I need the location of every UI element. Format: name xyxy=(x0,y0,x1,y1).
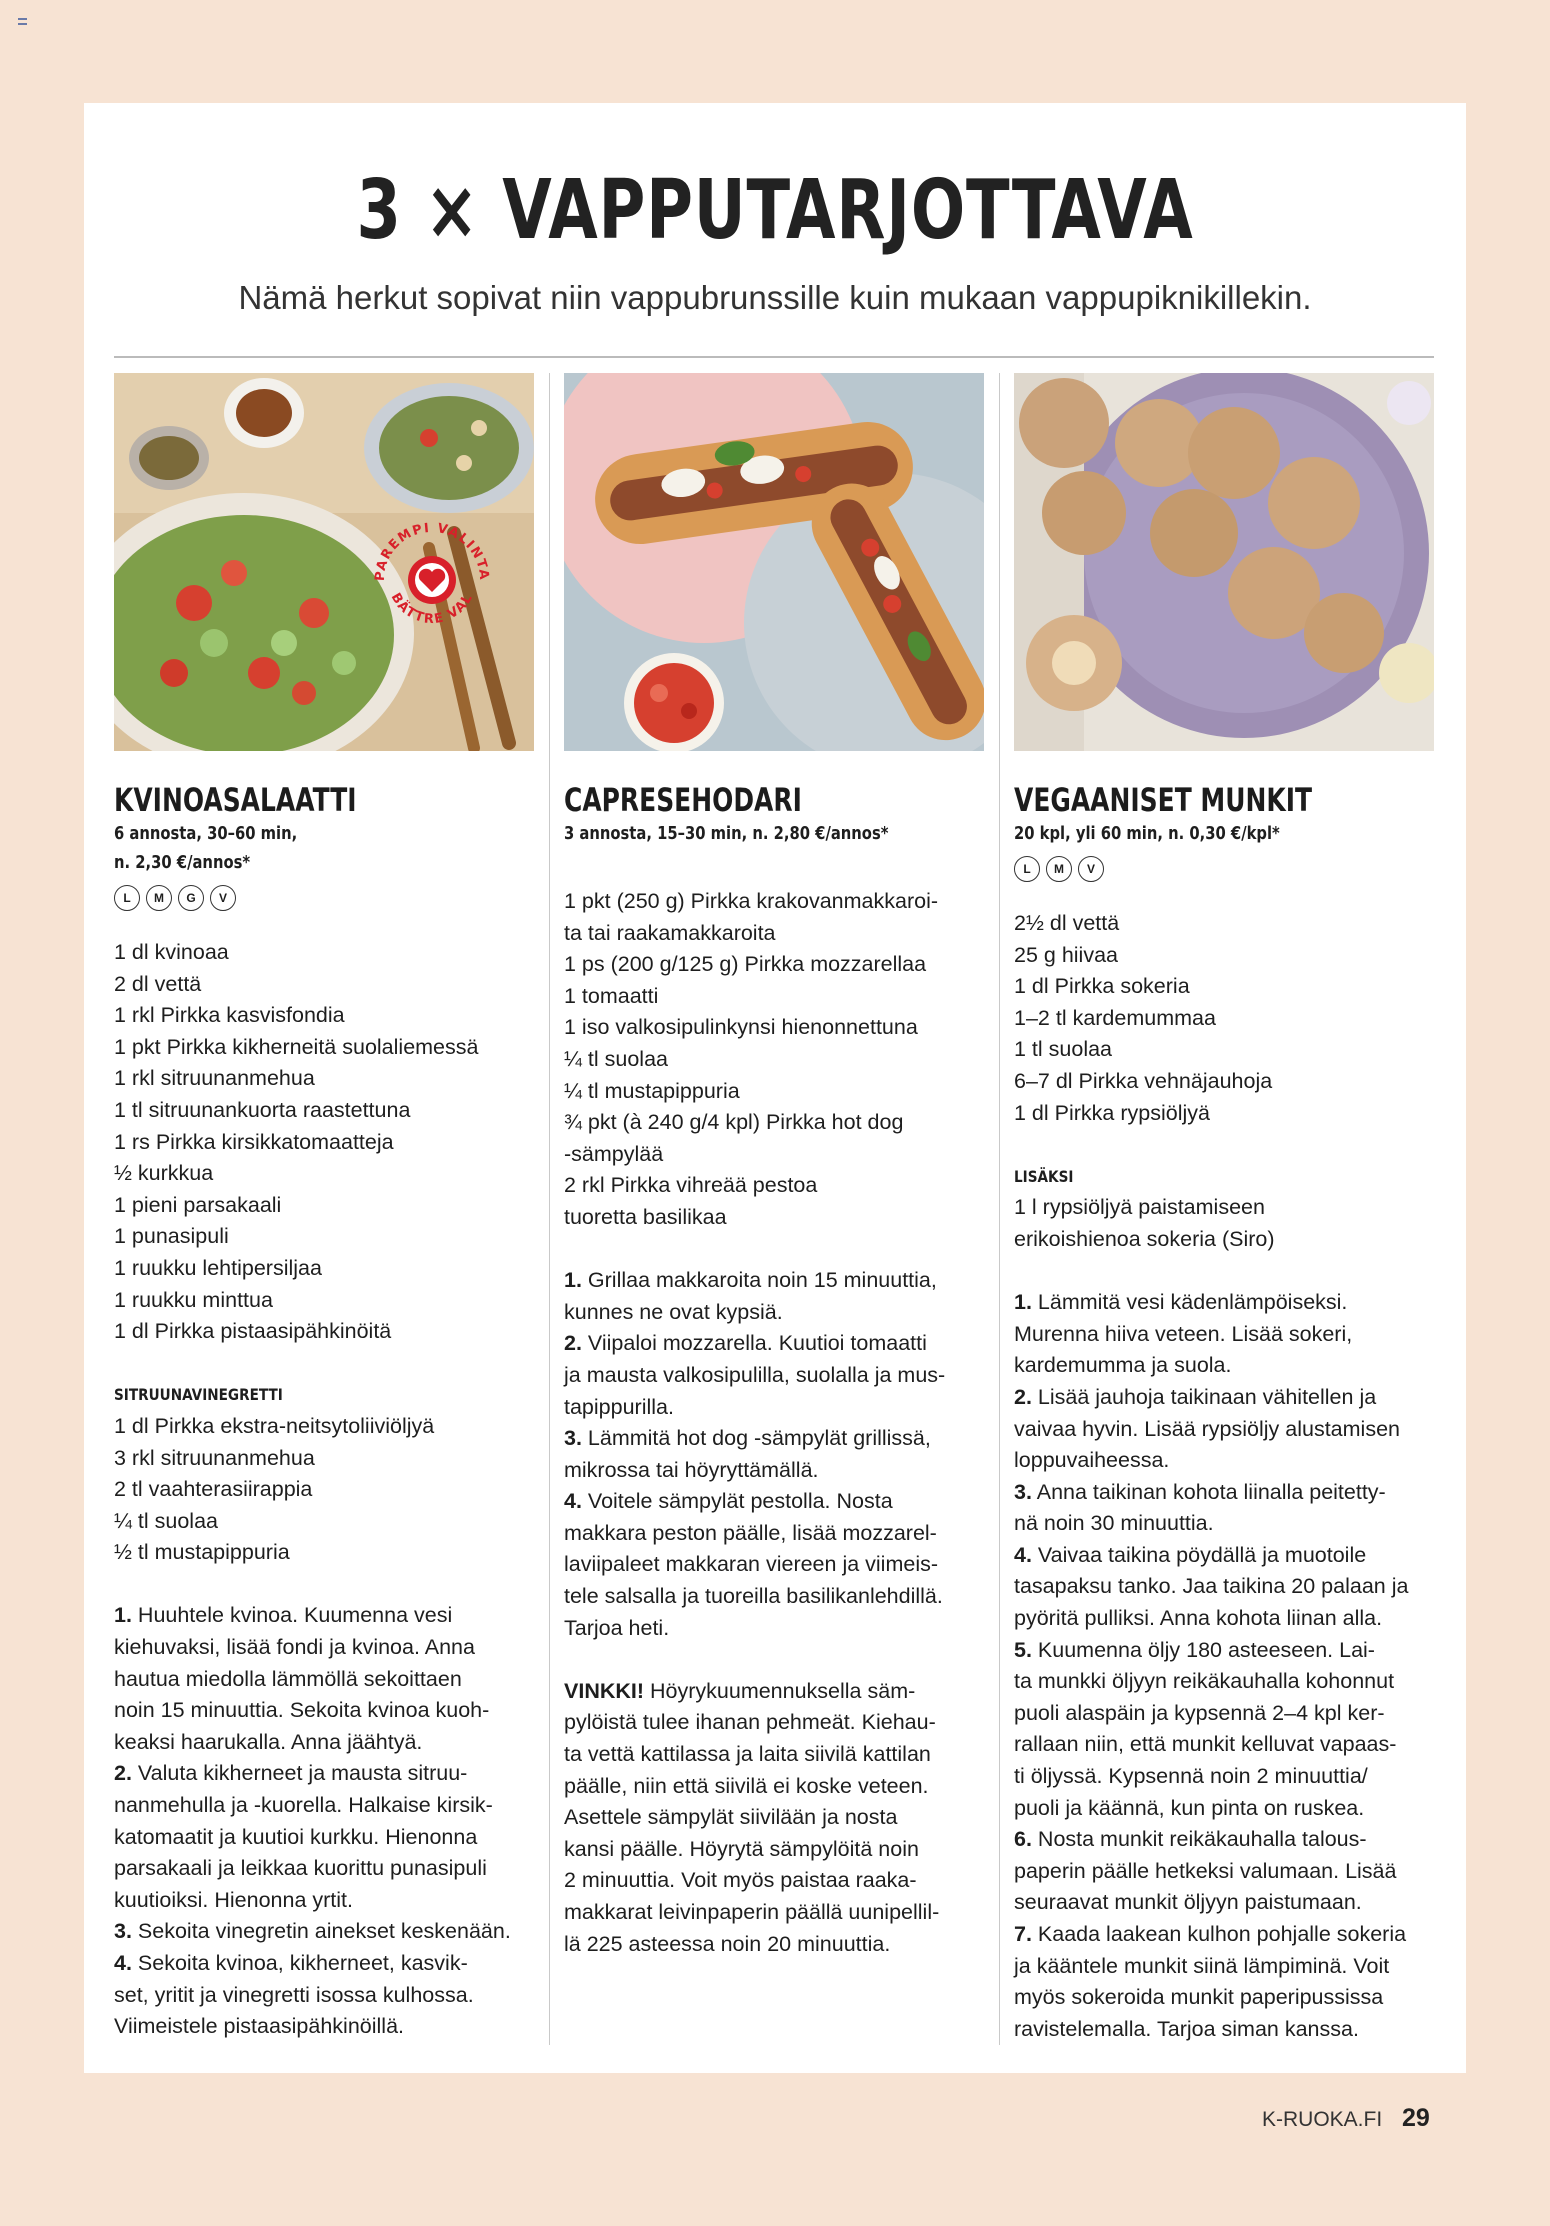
section-heading: LISÄKSI xyxy=(1014,1166,1074,1186)
text-line: ¾ pkt (à 240 g/4 kpl) Pirkka hot dog xyxy=(564,1110,904,1135)
text-line: 1 dl kvinoaa xyxy=(114,940,229,964)
diet-label-g: G xyxy=(178,885,204,911)
recipe-meta: 20 kpl, yli 60 min, n. 0,30 €/kpl* xyxy=(1014,823,1280,844)
text-line: 2 tl vaahterasiirappia xyxy=(114,1477,313,1502)
text-line: tele salsalla ja tuoreilla basilikanlehdillä. xyxy=(564,1584,943,1609)
diet-label-l: L xyxy=(1014,856,1040,882)
text-line: 1 rs Pirkka kirsikkatomaatteja xyxy=(114,1129,394,1154)
text-line: 2½ dl vettä xyxy=(1014,911,1120,935)
text-line: kansi päälle. Höyrytä sämpylöitä noin xyxy=(564,1836,919,1861)
footer-site[interactable]: K-RUOKA.FI xyxy=(1262,2108,1383,2131)
text-line: 1–2 tl kardemummaa xyxy=(1014,1005,1216,1030)
text-line: 6–7 dl Pirkka vehnäjauhoja xyxy=(1014,1068,1273,1093)
text-line: pyöritä pulliksi. Anna kohota liinan alla. xyxy=(1014,1606,1383,1631)
text-line: ½ kurkkua xyxy=(114,1161,214,1186)
recipe-meta: n. 2,30 €/annos* xyxy=(114,852,251,873)
section-heading: SITRUUNAVINEGRETTI xyxy=(114,1385,283,1405)
text-line: puoli alaspäin ja kypsennä 2–4 kpl ker- xyxy=(1014,1700,1385,1725)
text-line: 1 pieni parsakaali xyxy=(114,1192,282,1217)
column-divider xyxy=(549,373,550,2045)
text-line: ¼ tl suolaa xyxy=(114,1508,218,1533)
text-line: 1 dl Pirkka sokeria xyxy=(1014,974,1190,999)
better-choice-badge xyxy=(362,508,502,648)
caprese-hotdog-photo xyxy=(564,373,984,751)
text-line: mikrossa tai höyryttämällä. xyxy=(564,1457,819,1482)
text-line: 1 l rypsiöljyä paistamiseen xyxy=(1014,1195,1265,1220)
text-line: 6. Nosta munkit reikäkauhalla talous- xyxy=(1014,1827,1367,1852)
recipe-text xyxy=(564,886,984,1960)
diet-label-m: M xyxy=(146,885,172,911)
text-line: kunnes ne ovat kypsiä. xyxy=(564,1299,783,1324)
text-line: 1 iso valkosipulinkynsi hienonnettuna xyxy=(564,1015,918,1040)
text-line: erikoishienoa sokeria (Siro) xyxy=(1014,1226,1275,1251)
spacer xyxy=(564,1644,984,1676)
title-divider xyxy=(114,356,1434,358)
text-line: 2. Viipaloi mozzarella. Kuutioi tomaatti xyxy=(564,1331,927,1356)
recipe-text xyxy=(114,937,534,2043)
text-line: 1 ruukku minttua xyxy=(114,1287,273,1312)
text-line: 3. Sekoita vinegretin ainekset keskenään. xyxy=(114,1919,511,1944)
text-line: 1 pkt Pirkka kikherneitä suolaliemessä xyxy=(114,1034,479,1059)
text-line: nanmehulla ja -kuorella. Halkaise kirsik- xyxy=(114,1793,493,1818)
text-line: 2. Valuta kikherneet ja mausta sitruu- xyxy=(114,1761,468,1786)
vegan-donuts-photo xyxy=(1014,373,1434,751)
text-line: 3 rkl sitruunanmehua xyxy=(114,1445,315,1470)
recipe-meta: 6 annosta, 30–60 min, xyxy=(114,823,298,844)
text-line: 1 pkt (250 g) Pirkka krakovanmakkaroi- xyxy=(564,889,939,913)
recipe-title: CAPRESEHODARI xyxy=(564,781,802,819)
text-line: ta vettä kattilassa ja laita siivilä kattilan xyxy=(564,1742,931,1767)
text-line: päälle, niin että siivilä ei koske veteen. xyxy=(564,1773,929,1798)
recipe-title: VEGAANISET MUNKIT xyxy=(1014,781,1313,819)
text-line: rallaan niin, että munkit kelluvat vapaas- xyxy=(1014,1732,1397,1757)
text-line: puoli ja käännä, kun pinta on ruskea. xyxy=(1014,1795,1365,1820)
text-line: parsakaali ja leikkaa kuorittu punasipuli xyxy=(114,1856,487,1881)
diet-labels xyxy=(1014,856,1434,882)
badge-top-text: PAREMPI VALINTA xyxy=(372,520,492,582)
spacer xyxy=(1014,1256,1434,1288)
text-line: myös sokeroida munkit paperipussissa xyxy=(1014,1985,1384,2010)
text-line: 1 dl Pirkka ekstra-neitsytoliiviöljyä xyxy=(114,1413,435,1438)
text-line: 2 rkl Pirkka vihreää pestoa xyxy=(564,1173,818,1198)
spacer xyxy=(564,1234,984,1266)
diet-labels xyxy=(114,885,534,911)
spacer xyxy=(114,1348,534,1380)
diet-label-v: V xyxy=(1078,856,1104,882)
text-line: ta tai raakamakkaroita xyxy=(564,920,776,945)
diet-label-l: L xyxy=(114,885,140,911)
text-line: Viimeistele pistaasipähkinöillä. xyxy=(114,2014,405,2039)
text-line: ¼ tl mustapippuria xyxy=(564,1078,740,1103)
text-line: 1 dl Pirkka rypsiöljyä xyxy=(1014,1100,1210,1125)
text-line: set, yritit ja vinegretti isossa kulhossa. xyxy=(114,1982,474,2007)
text-line: 2. Lisää jauhoja taikinaan vähitellen ja xyxy=(1014,1384,1377,1409)
text-line: kuutioiksi. Hienonna yrtit. xyxy=(114,1887,353,1912)
text-line: 1. Grillaa makkaroita noin 15 minuuttia, xyxy=(564,1268,937,1293)
text-line: VINKKI! Höyrykuumennuksella säm- xyxy=(564,1678,916,1703)
text-line: 1 dl Pirkka pistaasipähkinöitä xyxy=(114,1319,392,1344)
text-line: ja kääntele munkit siinä lämpiminä. Voit xyxy=(1014,1953,1390,1978)
text-line: 1 ruukku lehtipersiljaa xyxy=(114,1255,322,1280)
text-line: hautua miedolla lämmöllä sekoittaen xyxy=(114,1666,462,1691)
recipe-page-panel xyxy=(84,103,1466,2073)
page-number: 29 xyxy=(1402,2104,1430,2132)
text-line: 3. Lämmitä hot dog -sämpylät grillissä, xyxy=(564,1426,931,1451)
text-line: ti öljyssä. Kypsennä noin 2 minuuttia/ xyxy=(1014,1764,1368,1789)
text-line: lä 225 asteessa noin 20 minuuttia. xyxy=(564,1931,891,1956)
diet-label-v: V xyxy=(210,885,236,911)
text-line: Tarjoa heti. xyxy=(564,1615,670,1640)
page-subtitle: Nämä herkut sopivat niin vappubrunssille kuin mukaan vappupiknikillekin. xyxy=(238,279,1312,316)
text-line: 4. Vaivaa taikina pöydällä ja muotoile xyxy=(1014,1542,1367,1567)
text-line: katomaatit ja kuutioi kurkku. Hienonna xyxy=(114,1824,478,1849)
spacer xyxy=(114,1569,534,1601)
text-line: tuoretta basilikaa xyxy=(564,1204,727,1229)
text-line: 1 tl suolaa xyxy=(1014,1037,1113,1062)
recipe-title: KVINOASALAATTI xyxy=(114,781,357,819)
text-line: 7. Kaada laakean kulhon pohjalle sokeria xyxy=(1014,1922,1407,1946)
text-line: noin 15 minuuttia. Sekoita kvinoa kuoh- xyxy=(114,1698,490,1723)
text-line: paperin päälle hetkeksi valumaan. Lisää xyxy=(1014,1858,1397,1883)
diet-label-m: M xyxy=(1046,856,1072,882)
recipe-column-caprese-hotdog xyxy=(564,373,984,1960)
text-line: Asettele sämpylät siivilään ja nosta xyxy=(564,1805,898,1830)
text-line: Murenna hiiva veteen. Lisää sokeri, xyxy=(1014,1321,1353,1346)
text-line: 4. Sekoita kvinoa, kikherneet, kasvik- xyxy=(114,1951,468,1975)
text-line: ½ tl mustapippuria xyxy=(114,1540,290,1565)
text-line: ja mausta valkosipulilla, suolalla ja mus- xyxy=(564,1362,946,1387)
text-line: 5. Kuumenna öljy 180 asteeseen. Lai- xyxy=(1014,1637,1375,1662)
text-line: 3. Anna taikinan kohota liinalla peitetty- xyxy=(1014,1479,1386,1504)
text-line: loppuvaiheessa. xyxy=(1014,1448,1170,1473)
text-line: pylöistä tulee ihanan pehmeät. Kiehau- xyxy=(564,1710,936,1735)
text-line: 1 rkl Pirkka kasvisfondia xyxy=(114,1003,345,1028)
text-line: 1 tomaatti xyxy=(564,983,659,1008)
recipe-text xyxy=(1014,908,1434,2045)
text-line: -sämpylää xyxy=(564,1141,664,1166)
recipe-column-vegan-donuts xyxy=(1014,373,1434,2045)
text-line: 2 minuuttia. Voit myös paistaa raaka- xyxy=(564,1868,917,1893)
text-line: tapippurilla. xyxy=(564,1394,674,1419)
text-line: 1 punasipuli xyxy=(114,1224,229,1249)
text-line: kardemumma ja suola. xyxy=(1014,1353,1232,1378)
text-line: 25 g hiivaa xyxy=(1014,942,1118,967)
badge-bottom-text: BÄTTRE VAL xyxy=(387,590,477,628)
text-line: nä noin 30 minuuttia. xyxy=(1014,1511,1214,1536)
text-line: ¼ tl suolaa xyxy=(564,1046,668,1071)
text-line: keaksi haarukalla. Anna jäähtyä. xyxy=(114,1729,423,1754)
text-line: makkarat leivinpaperin päällä uunipellil- xyxy=(564,1900,940,1924)
corner-mark xyxy=(18,18,27,25)
text-line: 4. Voitele sämpylät pestolla. Nosta xyxy=(564,1489,893,1514)
text-line: 1. Lämmitä vesi kädenlämpöiseksi. xyxy=(1014,1290,1348,1315)
text-line: tasapaksu tanko. Jaa taikina 20 palaan ja xyxy=(1014,1574,1409,1599)
column-divider xyxy=(999,373,1000,2045)
text-line: 2 dl vettä xyxy=(114,971,202,996)
text-line: 1 tl sitruunankuorta raastettuna xyxy=(114,1097,411,1122)
text-line: 1. Huuhtele kvinoa. Kuumenna vesi xyxy=(114,1603,453,1628)
spacer xyxy=(1014,1129,1434,1161)
text-line: ravistelemalla. Tarjoa siman kanssa. xyxy=(1014,2016,1359,2041)
text-line: seuraavat munkit öljyyn paistumaan. xyxy=(1014,1890,1362,1915)
text-line: vaivaa hyvin. Lisää rypsiöljy alustamisen xyxy=(1014,1416,1400,1441)
text-line: 1 rkl sitruunanmehua xyxy=(114,1066,315,1091)
text-line: kiehuvaksi, lisää fondi ja kvinoa. Anna xyxy=(114,1635,475,1660)
text-line: ta munkki öljyyn reikäkauhalla kohonnut xyxy=(1014,1669,1395,1694)
text-line: 1 ps (200 g/125 g) Pirkka mozzarellaa xyxy=(564,952,927,977)
text-line: laviipaleet makkaran viereen ja viimeis- xyxy=(564,1552,939,1577)
recipe-meta: 3 annosta, 15–30 min, n. 2,80 €/annos* xyxy=(564,823,889,844)
text-line: makkara peston päälle, lisää mozzarel- xyxy=(564,1520,937,1545)
page-title: 3 × VAPPUTARJOTTAVA xyxy=(356,163,1194,258)
